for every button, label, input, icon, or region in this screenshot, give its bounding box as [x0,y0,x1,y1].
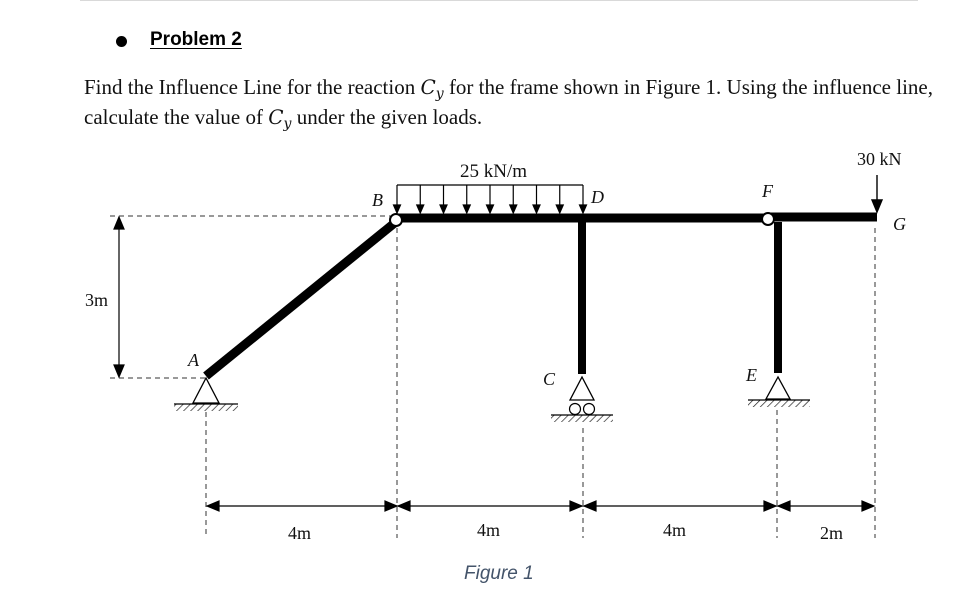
node-label-f: F [762,181,773,201]
udl-arrow-head [440,205,447,213]
problem-heading: Problem 2 [150,29,242,50]
udl-arrow-head [556,205,563,213]
pin-support-e [748,377,810,407]
height-dimension-label: 3m [85,290,109,310]
span-label-ab: 4m [288,523,312,543]
udl-arrow-head [463,205,470,213]
span-label-bc: 4m [477,520,501,540]
node-label-c: C [543,369,556,389]
udl-arrow-head [394,205,401,213]
hinge-f [762,213,774,225]
node-label-d: D [591,187,604,207]
udl-arrow-head [417,205,424,213]
statement-part-3: under the given loads. [291,105,483,129]
inclined-member-ab [206,221,397,376]
node-label-a: A [188,350,199,370]
figure-caption: Figure 1 [464,563,534,584]
distributed-load [394,185,587,213]
span-label-eg: 2m [820,523,844,543]
reaction-symbol-letter: C [420,75,436,99]
span-label-ce: 4m [663,520,687,540]
hinge-b [390,214,402,226]
reaction-symbol-repeat-subscript: y [283,116,292,132]
udl-arrow-head [487,205,494,213]
reaction-symbol-repeat-letter: C [268,105,284,129]
height-arrow-top [114,217,124,229]
udl-arrow-head [533,205,540,213]
roller-support-c [551,377,613,422]
udl-arrow-head [510,205,517,213]
reaction-symbol-subscript: y [435,86,444,102]
node-label-b: B [372,190,383,210]
node-label-e: E [746,365,757,385]
statement-part-1: Find the Influence Line for the reaction [84,75,421,99]
pin-support-a [174,378,238,411]
udl-arrow-head [580,205,587,213]
point-load-label: 30 kN [857,149,902,169]
point-load-arrow [872,175,882,212]
height-arrow-bottom [114,365,124,377]
statement-part-2: for the frame shown in Figure 1. Using the influence line, calculate the value of [84,75,933,129]
node-label-g: G [893,214,906,234]
span-dimension-line [207,501,874,511]
distributed-load-label: 25 kN/m [460,161,528,182]
